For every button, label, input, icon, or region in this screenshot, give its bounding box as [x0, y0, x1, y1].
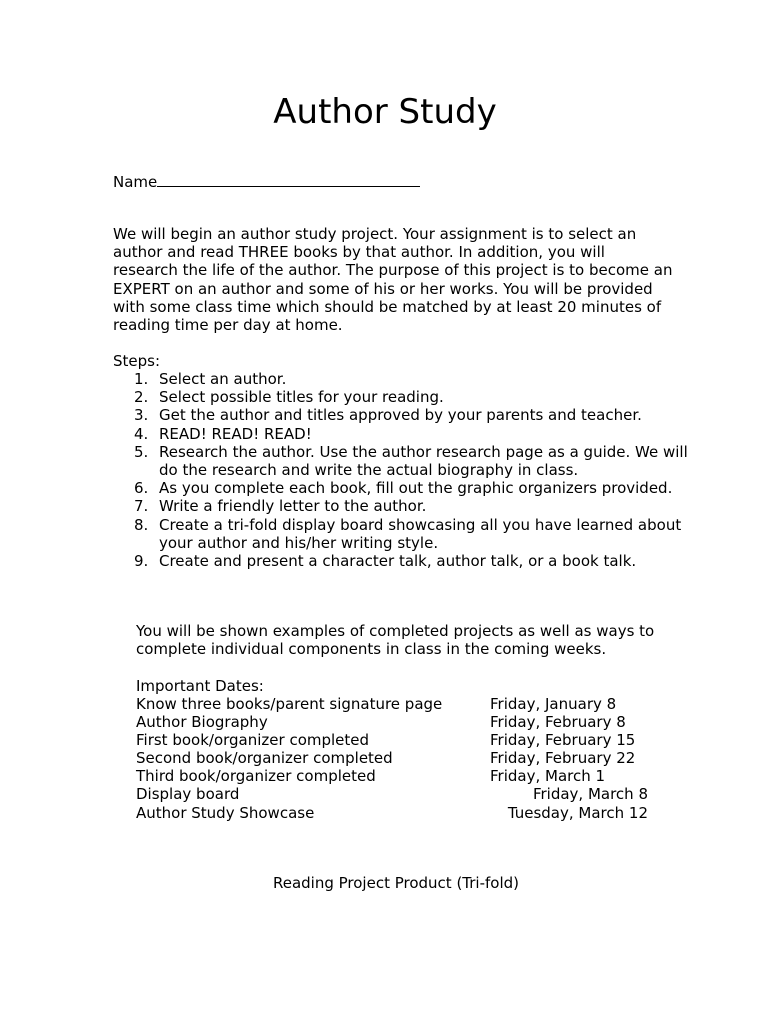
- date-task: Know three books/parent signature page: [136, 695, 443, 713]
- date-row: [136, 749, 656, 767]
- step-item: [134, 479, 694, 497]
- date-row: [136, 804, 656, 822]
- step-number: 6.: [134, 479, 149, 498]
- date-row: [136, 767, 656, 785]
- steps-heading: Steps:: [113, 352, 161, 370]
- date-row: [136, 713, 656, 731]
- date-value: Friday, March 1: [490, 767, 606, 786]
- step-number: 3.: [134, 406, 149, 425]
- step-text: Select an author.: [159, 370, 287, 388]
- step-item: [134, 516, 694, 552]
- step-text: Write a friendly letter to the author.: [159, 497, 427, 516]
- step-number: 9.: [134, 552, 149, 571]
- step-number: 7.: [134, 497, 149, 516]
- date-task: Display board: [136, 785, 240, 804]
- step-number: 2.: [134, 388, 149, 407]
- product-heading: Reading Project Product (Tri-fold): [272, 874, 520, 892]
- date-row: [136, 695, 656, 713]
- date-task: Author Study Showcase: [136, 803, 315, 822]
- date-value: Friday, February 8: [490, 713, 626, 732]
- step-item: [134, 388, 694, 406]
- step-number: 1.: [134, 370, 149, 388]
- step-number: 5.: [134, 442, 149, 461]
- page-title: Author Study: [273, 92, 497, 132]
- date-value: Friday, February 22: [490, 749, 636, 768]
- step-item: [134, 497, 694, 515]
- name-blank-line: [157, 171, 420, 187]
- step-text: As you complete each book, fill out the graphic organizers provided.: [159, 479, 673, 498]
- step-text: Create a tri-fold display board showcasing all you have learned about your author and his/her writing style.: [159, 515, 682, 552]
- steps-list: [134, 370, 694, 570]
- important-dates-heading: Important Dates:: [136, 677, 264, 695]
- date-row: [136, 785, 656, 803]
- date-value: Friday, February 15: [490, 731, 636, 750]
- name-label: Name: [113, 173, 158, 191]
- step-item: [134, 425, 694, 443]
- date-value: Friday, January 8: [490, 695, 617, 713]
- step-text: Research the author. Use the author research page as a guide. We will do the research and write the actual biography in class.: [159, 442, 688, 480]
- name-field-row: [113, 171, 420, 192]
- step-text: Create and present a character talk, author talk, or a book talk.: [159, 552, 637, 571]
- step-text: Get the author and titles approved by your parents and teacher.: [159, 406, 642, 425]
- date-row: [136, 731, 656, 749]
- step-number: 8.: [134, 515, 149, 534]
- date-task: First book/organizer completed: [136, 731, 370, 750]
- important-dates-list: [136, 695, 656, 822]
- intro-paragraph: We will begin an author study project. Your assignment is to select an author and read THREE books by that author. In addition, you will research the life of the author. The purpose of this project is to become an EXPERT on an author and some of his or her works. You will be provided with some class time which should be matched by at least 20 minutes of reading time per day at home.: [113, 225, 673, 335]
- step-text: READ! READ! READ!: [159, 424, 312, 443]
- step-item: [134, 443, 694, 479]
- examples-paragraph: You will be shown examples of completed projects as well as ways to complete individual components in class in the coming weeks.: [136, 622, 655, 659]
- date-task: Second book/organizer completed: [136, 749, 393, 768]
- date-value: Friday, March 8: [532, 785, 648, 804]
- step-number: 4.: [134, 424, 149, 443]
- step-item: [134, 370, 694, 388]
- step-item: [134, 552, 694, 570]
- date-value: Tuesday, March 12: [507, 803, 648, 822]
- step-text: Select possible titles for your reading.: [159, 388, 444, 407]
- step-item: [134, 406, 694, 424]
- date-task: Third book/organizer completed: [136, 767, 376, 786]
- date-task: Author Biography: [136, 713, 268, 732]
